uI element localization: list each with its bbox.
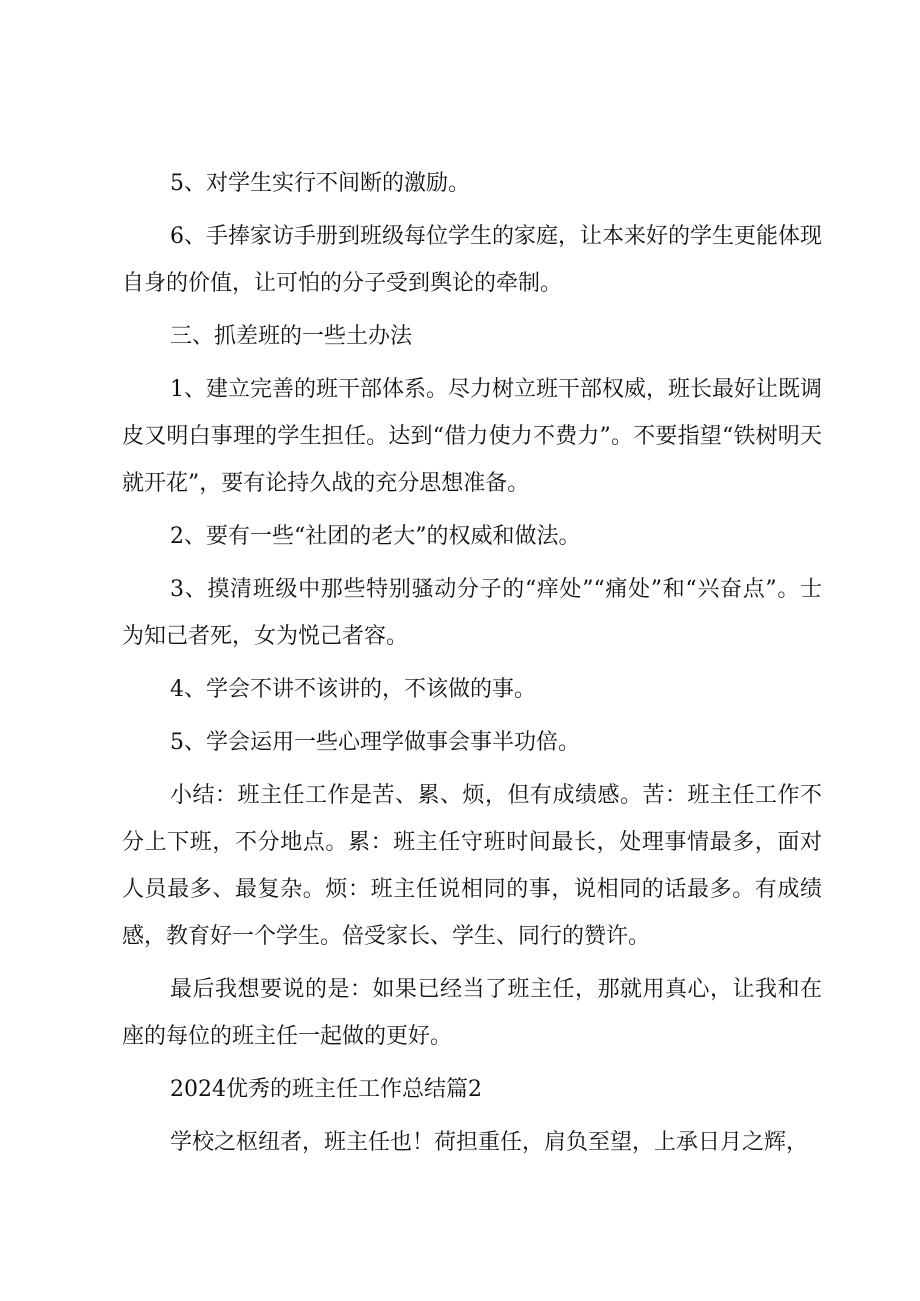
article-title: 2024优秀的班主任工作总结篇2 <box>170 1077 482 1102</box>
paragraph-item-3-understand-students: 3、摸清班级中那些特别骚动分子的“痒处”“痛处”和“兴奋点”。士为知己者死，女为悦己者容。 <box>122 577 822 649</box>
paragraph-summary: 小结：班主任工作是苦、累、烦，但有成绩感。苦：班主任工作不分上下班，不分地点。累：班主任守班时间最长，处理事情最多，面对人员最多、最复杂。烦：班主任说相同的事，说相同的话最多。有成绩感，教育好一个学生。倍受家长、学生、同行的赞许。 <box>122 783 822 949</box>
paragraph-item-1-class-cadre: 1、建立完善的班干部体系。尽力树立班干部权威，班长最好让既调皮又明白事理的学生担任。达到“借力使力不费力”。不要指望“铁树明天就开花”，要有论持久战的充分思想准备。 <box>122 377 822 496</box>
document-body <box>122 160 822 1172</box>
paragraph-item-5-psychology: 5、学会运用一些心理学做事会事半功倍。 <box>170 730 580 755</box>
paragraph-item-4-speech: 4、学会不讲不该讲的，不该做的事。 <box>170 677 536 702</box>
paragraph-item-5-motivation: 5、对学生实行不间断的激励。 <box>170 171 470 196</box>
paragraph-item-6-home-visit: 6、手捧家访手册到班级每位学生的家庭，让本来好的学生更能体现自身的价值，让可怕的分子受到舆论的牵制。 <box>122 224 822 296</box>
section-heading-3: 三、抓差班的一些土办法 <box>170 324 413 349</box>
paragraph-closing: 最后我想要说的是：如果已经当了班主任，那就用真心，让我和在座的每位的班主任一起做的更好。 <box>122 977 822 1049</box>
paragraph-article-opening: 学校之枢纽者，班主任也！荷担重任，肩负至望，上承日月之辉， <box>170 1130 809 1155</box>
paragraph-item-2-authority: 2、要有一些“社团的老大”的权威和做法。 <box>170 524 581 549</box>
